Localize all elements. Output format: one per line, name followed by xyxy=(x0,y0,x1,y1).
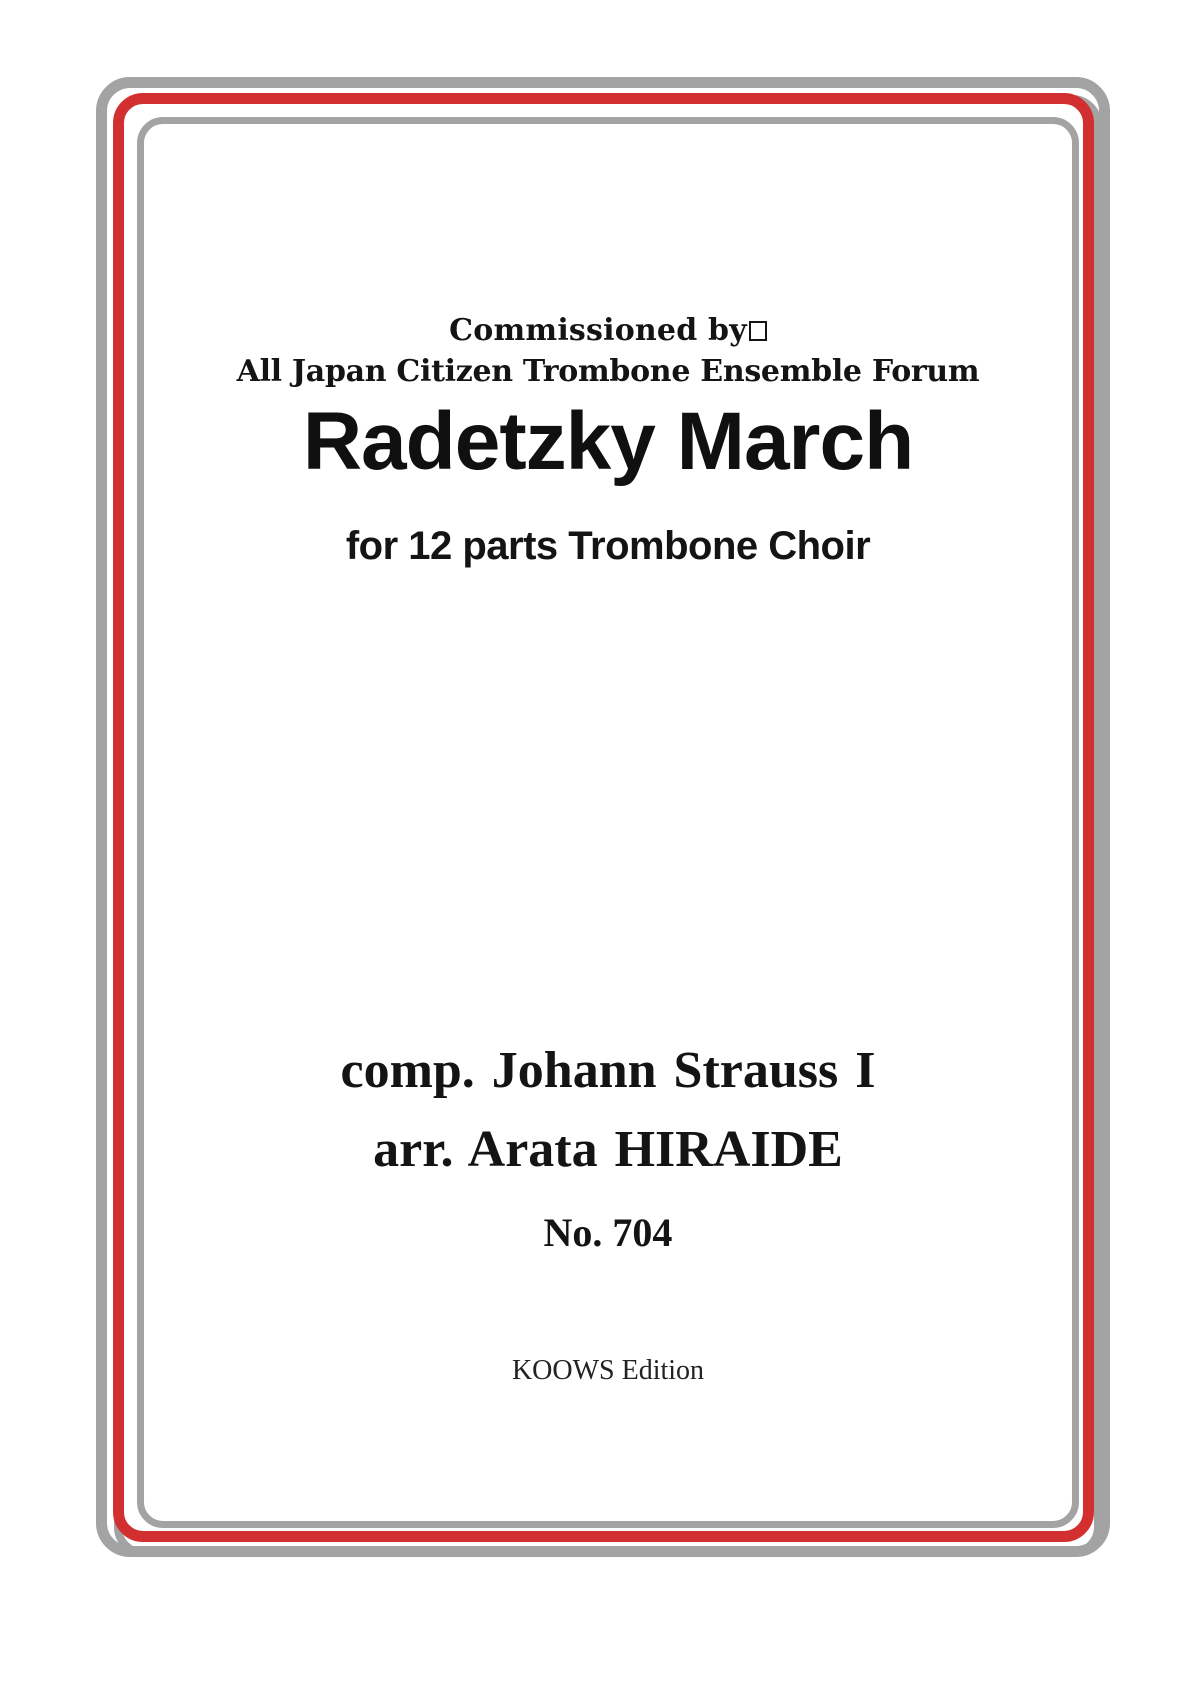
cover-page xyxy=(137,117,1079,1528)
placeholder-box-icon xyxy=(749,321,767,341)
page-title: Radetzky March xyxy=(302,396,914,487)
catalog-number: No. 704 xyxy=(543,1210,673,1255)
commissioner-name: All Japan Citizen Trombone Ensemble Forum xyxy=(236,354,980,389)
arranger-credit: arr. Arata HIRAIDE xyxy=(373,1121,843,1178)
composer-credit: comp. Johann Strauss I xyxy=(340,1042,876,1099)
publisher-name: KOOWS Edition xyxy=(511,1355,705,1386)
subtitle: for 12 parts Trombone Choir xyxy=(345,524,871,568)
commissioned-by-text: Commissioned by xyxy=(449,313,747,348)
commissioned-by-line xyxy=(137,313,1079,348)
